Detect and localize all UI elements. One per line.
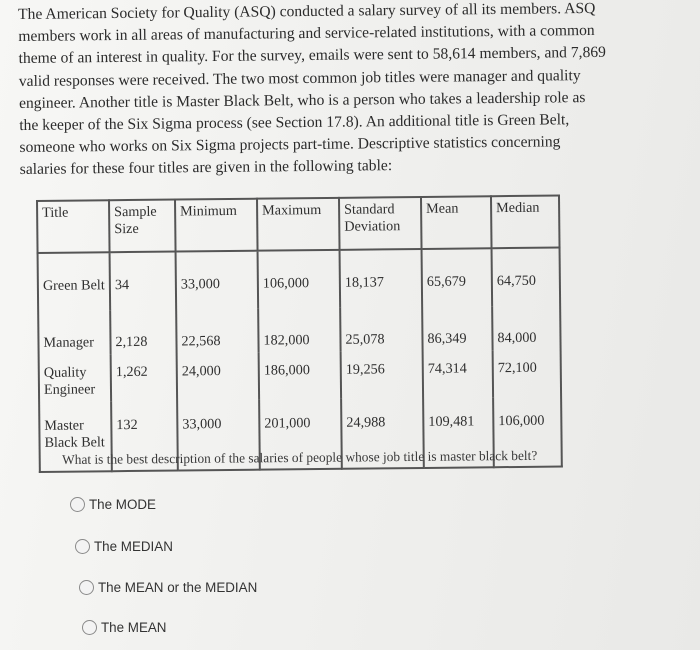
cell-minimum: 22,568	[176, 309, 258, 354]
cell-title: Master Black Belt	[39, 401, 112, 472]
paragraph-line: salaries for these four titles are given in the following table:	[19, 157, 393, 179]
cell-sample-size: 1,262	[111, 354, 177, 402]
option-mode[interactable]	[70, 497, 156, 512]
cell-standard-deviation: 18,137	[340, 249, 423, 308]
cell-maximum: 201,000	[259, 399, 342, 470]
cell-median: 72,100	[493, 350, 561, 398]
paragraph-line: someone who works on Six Sigma projects part-time. Descriptive statistics concerning	[19, 133, 561, 157]
option-label: The MODE	[89, 497, 156, 512]
cell-mean: 86,349	[422, 306, 492, 351]
header-maximum: Maximum	[257, 198, 340, 251]
option-label: The MEAN	[101, 620, 167, 635]
option-median[interactable]	[75, 539, 173, 554]
header-standard-deviation: Standard Deviation	[339, 197, 422, 250]
radio-button[interactable]	[79, 580, 94, 595]
cell-title: Quality Engineer	[39, 354, 111, 402]
cell-maximum: 106,000	[258, 250, 341, 309]
cell-mean: 65,679	[422, 248, 493, 307]
paragraph-line: valid responses were received. The two most common job titles were manager and quality	[18, 66, 581, 90]
cell-minimum: 33,000	[176, 251, 259, 310]
paragraph-line: the keeper of the Six Sigma process (see Section 17.8). An additional title is Green Belt,	[19, 111, 570, 135]
table-row	[39, 350, 561, 402]
cell-maximum: 186,000	[259, 352, 341, 400]
table-row	[38, 306, 560, 355]
paragraph-line: theme of an interest in quality. For the survey, emails were sent to 58,614 members, and 7,869	[18, 44, 607, 68]
radio-button[interactable]	[70, 497, 85, 512]
cell-mean: 109,481	[423, 397, 494, 468]
header-mean: Mean	[421, 196, 492, 249]
cell-mean: 74,314	[423, 350, 493, 398]
paragraph-line: engineer. Another title is Master Black Belt, who is a person who takes a leadership role as	[18, 88, 586, 112]
cell-standard-deviation: 24,988	[341, 398, 424, 469]
cell-standard-deviation: 19,256	[341, 351, 423, 399]
option-label: The MEAN or the MEDIAN	[98, 580, 258, 595]
option-label: The MEDIAN	[94, 539, 173, 554]
cell-sample-size: 34	[110, 252, 177, 311]
salary-table	[36, 195, 563, 473]
cell-minimum: 24,000	[177, 353, 259, 401]
option-mean[interactable]	[82, 620, 166, 635]
header-median: Median	[491, 196, 560, 249]
question-text: What is the best description of the salaries of people whose job title is master black belt?	[62, 447, 538, 467]
cell-title: Manager	[38, 310, 110, 355]
cell-standard-deviation: 25,078	[340, 307, 422, 352]
table-header-row	[37, 196, 560, 253]
cell-title: Green Belt	[38, 252, 111, 311]
cell-sample-size: 2,128	[110, 310, 176, 355]
header-title: Title	[37, 200, 110, 253]
paragraph-line: The American Society for Quality (ASQ) conducted a salary survey of all its members. ASQ	[18, 0, 596, 23]
radio-button[interactable]	[75, 539, 90, 554]
header-minimum: Minimum	[175, 199, 258, 252]
cell-median: 106,000	[493, 397, 562, 468]
problem-paragraph	[18, 0, 680, 182]
option-mean-or-median[interactable]	[79, 580, 257, 595]
cell-median: 64,750	[492, 248, 561, 307]
cell-minimum: 33,000	[177, 400, 260, 471]
table-row	[38, 248, 561, 311]
header-sample-size: Sample Size	[109, 200, 176, 253]
paragraph-line: members work in all areas of manufacturing and service-related institutions, with a common	[18, 22, 595, 46]
cell-median: 84,000	[492, 306, 560, 351]
cell-maximum: 182,000	[258, 308, 340, 353]
radio-button[interactable]	[82, 620, 97, 635]
cell-sample-size: 132	[111, 401, 178, 472]
